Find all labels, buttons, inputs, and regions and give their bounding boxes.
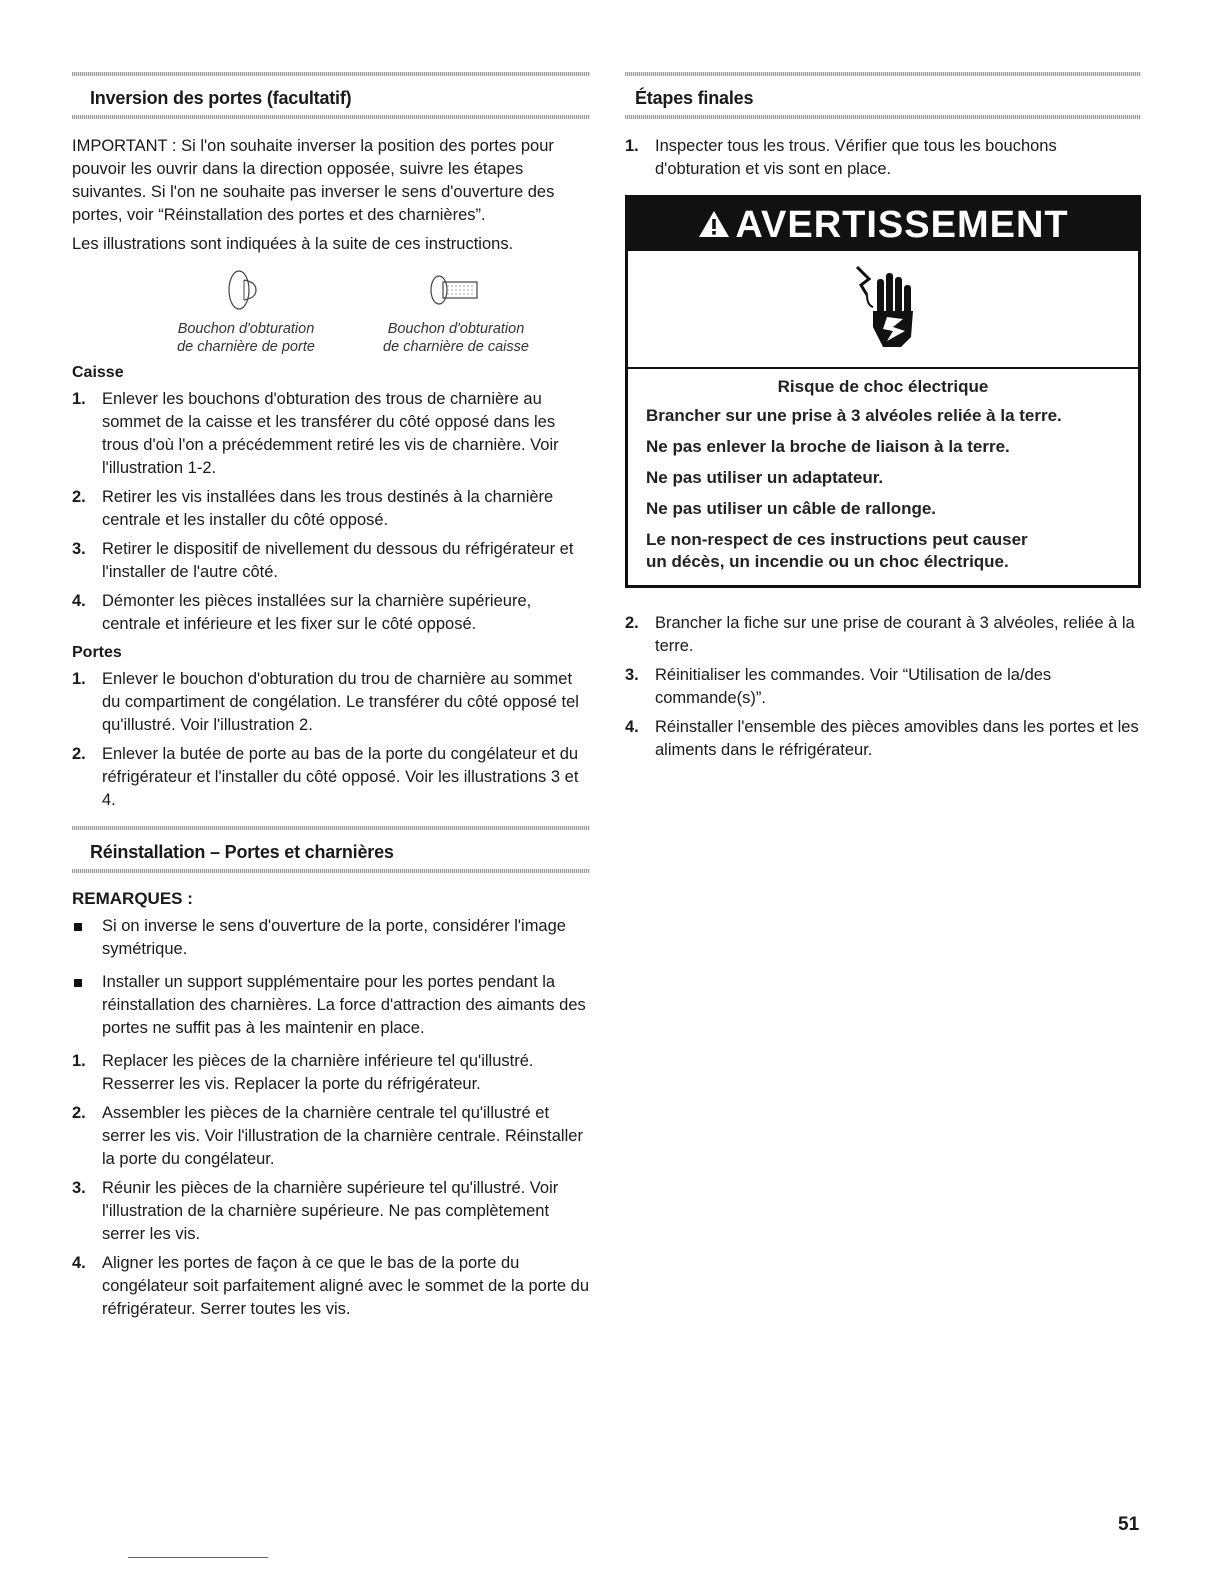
plug-illustrations: [112, 268, 590, 356]
step-number: 2.: [72, 488, 86, 506]
caisse-steps: [72, 388, 590, 636]
warning-line: Brancher sur une prise à 3 alvéoles reliée à la terre.: [646, 406, 1062, 425]
warning-consequence-line1: Le non-respect de ces instructions peut causer: [646, 530, 1028, 549]
step-text: Retirer les vis installées dans les trous destinés à la charnière centrale et les installer du côté opposé.: [102, 488, 554, 529]
step-text: Brancher la fiche sur une prise de courant à 3 alvéoles, reliée à la terre.: [655, 614, 1135, 655]
step-number: 1.: [72, 390, 86, 408]
caption-door-plug-line2: de charnière de porte: [177, 339, 315, 355]
step-number: 3.: [72, 1179, 86, 1197]
step-text: Réinitialiser les commandes. Voir “Utilisation de la/des commande(s)”.: [655, 666, 1052, 707]
step-number: 3.: [72, 540, 86, 558]
step-number: 1.: [72, 1052, 86, 1070]
remarque-item: [72, 915, 590, 961]
final-steps: [625, 612, 1141, 762]
header-rule-bottom: [72, 869, 590, 873]
step-number: 1.: [72, 670, 86, 688]
step-text: Inspecter tous les trous. Vérifier que tous les bouchons d'obturation et vis sont en place.: [655, 137, 1057, 178]
caisse-step: [72, 486, 590, 532]
left-column: [72, 72, 590, 1327]
step-number: 1.: [625, 137, 639, 155]
step-text: Replacer les pièces de la charnière inférieure tel qu'illustré. Resserrer les vis. Replacer la porte du réfrigérateur.: [102, 1052, 534, 1093]
warning-triangle-icon: [697, 209, 731, 239]
final-step: [625, 612, 1141, 658]
step-text: Réunir les pièces de la charnière supérieure tel qu'illustré. Voir l'illustration de la charnière supérieure. Ne pas complètement serrer les vis.: [102, 1179, 559, 1243]
section-title-reinstallation: Réinstallation – Portes et charnières: [90, 842, 394, 862]
warning-body: [628, 369, 1138, 585]
portes-step: [72, 743, 590, 812]
cabinet-hinge-plug-icon: [421, 268, 491, 314]
step-number: 2.: [625, 614, 639, 632]
step-number: 2.: [72, 745, 86, 763]
reinstallation-step: [72, 1252, 590, 1321]
caisse-step: [72, 538, 590, 584]
portes-step: [72, 668, 590, 737]
right-column: [625, 72, 1141, 768]
cabinet-hinge-plug-illustration: [371, 268, 541, 356]
final-step-1: [625, 135, 1141, 181]
door-hinge-plug-icon: [216, 268, 276, 314]
step-text: Enlever le bouchon d'obturation du trou de charnière au sommet du compartiment de congélation. Le transférer du côté opposé tel qu'illustré. Voir l'illustration 2.: [102, 670, 579, 734]
section-header-inversion: [72, 72, 590, 119]
warning-header: [628, 198, 1138, 251]
caption-cabinet-plug-line1: Bouchon d'obturation: [387, 321, 525, 337]
portes-steps: [72, 668, 590, 812]
step-text: Enlever les bouchons d'obturation des trous de charnière au sommet de la caisse et les transférer du côté opposé dans les trous d'où l'on a précédemment retiré les vis de charnière. Voir l'illustration 1-2.: [102, 390, 559, 477]
electric-shock-hand-icon: [843, 261, 923, 357]
warning-consequence: [646, 529, 1120, 573]
warning-subtitle: Risque de choc électrique: [777, 377, 989, 396]
caisse-heading: Caisse: [72, 364, 124, 381]
bullet-square-icon: [74, 979, 82, 987]
remarque-text: Installer un support supplémentaire pour les portes pendant la réinstallation des charnières. La force d'attraction des aimants des portes ne suffit pas à les maintenir en place.: [102, 973, 586, 1037]
step-number: 3.: [625, 666, 639, 684]
remarque-item: [72, 971, 590, 1040]
reinstallation-step: [72, 1177, 590, 1246]
header-rule-bottom: [625, 115, 1141, 119]
step-text: Réinstaller l'ensemble des pièces amovibles dans les portes et les aliments dans le réfrigérateur.: [655, 718, 1139, 759]
step-text: Enlever la butée de porte au bas de la porte du congélateur et du réfrigérateur et l'installer du côté opposé. Voir les illustrations 3 et 4.: [102, 745, 579, 809]
door-hinge-plug-illustration: [161, 268, 331, 356]
footer-link-line: [128, 1557, 268, 1558]
important-label: IMPORTANT :: [72, 137, 177, 155]
reinstallation-step: [72, 1102, 590, 1171]
warning-consequence-line2: un décès, un incendie ou un choc électrique.: [646, 552, 1009, 571]
caisse-step: [72, 388, 590, 480]
section-title-etapes-finales: Étapes finales: [635, 88, 754, 108]
caption-door-plug-line1: Bouchon d'obturation: [177, 321, 315, 337]
important-paragraph: [72, 135, 590, 227]
reinstallation-step: [72, 1050, 590, 1096]
warning-line: Ne pas utiliser un câble de rallonge.: [646, 499, 937, 518]
section-header-reinstallation: [72, 826, 590, 873]
section-header-etapes-finales: [625, 72, 1141, 119]
warning-title: AVERTISSEMENT: [735, 204, 1069, 246]
final-step: [625, 135, 1141, 181]
remarques-list: [72, 915, 590, 1040]
section-title-inversion: Inversion des portes (facultatif): [90, 88, 352, 108]
warning-line: Ne pas enlever la broche de liaison à la terre.: [646, 437, 1010, 456]
illustrations-note: Les illustrations sont indiquées à la suite de ces instructions.: [72, 235, 514, 253]
step-text: Assembler les pièces de la charnière centrale tel qu'illustré et serrer les vis. Voir l'illustration de la charnière centrale. Réinstaller la porte du congélateur.: [102, 1104, 583, 1168]
portes-heading: Portes: [72, 644, 122, 661]
step-number: 2.: [72, 1104, 86, 1122]
warning-image-row: [628, 251, 1138, 369]
important-text: Si l'on souhaite inverser la position des portes pour pouvoir les ouvrir dans la direction opposée, suivre les étapes suivantes. Si l'on ne souhaite pas inverser le sens d'ouverture des portes, voir “Réinstallation des portes et des charnières”.: [72, 137, 555, 224]
remarque-text: Si on inverse le sens d'ouverture de la porte, considérer l'image symétrique.: [102, 917, 566, 958]
step-number: 4.: [625, 718, 639, 736]
step-number: 4.: [72, 592, 86, 610]
warning-line: Ne pas utiliser un adaptateur.: [646, 468, 884, 487]
warning-box: [625, 195, 1141, 588]
reinstallation-steps: [72, 1050, 590, 1321]
step-number: 4.: [72, 1254, 86, 1272]
step-text: Aligner les portes de façon à ce que le bas de la porte du congélateur soit parfaitement aligné avec le sommet de la porte du réfrigérateur. Serrer toutes les vis.: [102, 1254, 590, 1318]
caisse-step: [72, 590, 590, 636]
final-step: [625, 716, 1141, 762]
page-number: 51: [1118, 1514, 1140, 1535]
bullet-square-icon: [74, 923, 82, 931]
caption-cabinet-plug-line2: de charnière de caisse: [383, 339, 529, 355]
step-text: Retirer le dispositif de nivellement du dessous du réfrigérateur et l'installer de l'autre côté.: [102, 540, 574, 581]
header-rule-bottom: [72, 115, 590, 119]
remarques-heading: REMARQUES :: [72, 889, 193, 908]
step-text: Démonter les pièces installées sur la charnière supérieure, centrale et inférieure et les fixer sur le côté opposé.: [102, 592, 532, 633]
final-step: [625, 664, 1141, 710]
